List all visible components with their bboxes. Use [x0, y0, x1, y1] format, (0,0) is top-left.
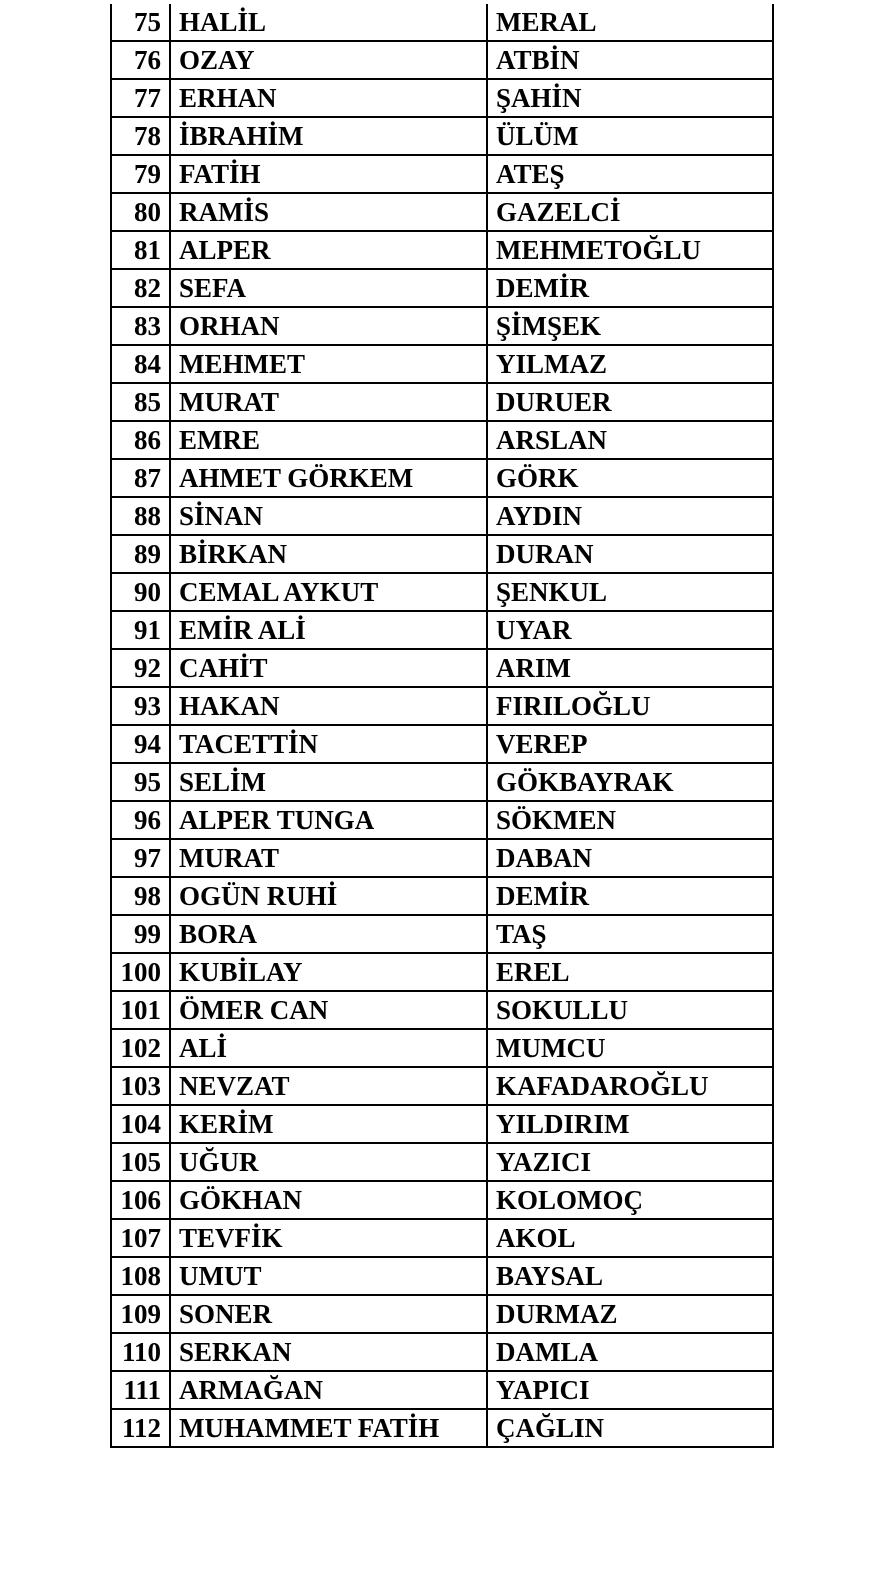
- first-name-cell: TEVFİK: [170, 1219, 487, 1257]
- table-row: [111, 991, 773, 1029]
- row-number-cell: 101: [111, 991, 170, 1029]
- table-row: [111, 117, 773, 155]
- row-number-cell: 104: [111, 1105, 170, 1143]
- first-name-cell: GÖKHAN: [170, 1181, 487, 1219]
- name-list-table: [110, 4, 774, 1448]
- last-name-cell: MUMCU: [487, 1029, 773, 1067]
- first-name-cell: TACETTİN: [170, 725, 487, 763]
- row-number-cell: 75: [111, 4, 170, 41]
- last-name-cell: TAŞ: [487, 915, 773, 953]
- first-name-cell: AHMET GÖRKEM: [170, 459, 487, 497]
- first-name-cell: EMRE: [170, 421, 487, 459]
- table-row: [111, 1029, 773, 1067]
- first-name-cell: MURAT: [170, 839, 487, 877]
- last-name-cell: KAFADAROĞLU: [487, 1067, 773, 1105]
- table-row: [111, 801, 773, 839]
- first-name-cell: SONER: [170, 1295, 487, 1333]
- table-row: [111, 573, 773, 611]
- row-number-cell: 87: [111, 459, 170, 497]
- table-row: [111, 1105, 773, 1143]
- row-number-cell: 90: [111, 573, 170, 611]
- last-name-cell: ÇAĞLIN: [487, 1409, 773, 1447]
- last-name-cell: EREL: [487, 953, 773, 991]
- table-row: [111, 611, 773, 649]
- row-number-cell: 88: [111, 497, 170, 535]
- last-name-cell: UYAR: [487, 611, 773, 649]
- first-name-cell: ERHAN: [170, 79, 487, 117]
- last-name-cell: AYDIN: [487, 497, 773, 535]
- first-name-cell: EMİR ALİ: [170, 611, 487, 649]
- last-name-cell: ŞİMŞEK: [487, 307, 773, 345]
- first-name-cell: ALPER: [170, 231, 487, 269]
- table-row: [111, 915, 773, 953]
- first-name-cell: SEFA: [170, 269, 487, 307]
- row-number-cell: 76: [111, 41, 170, 79]
- row-number-cell: 93: [111, 687, 170, 725]
- table-row: [111, 1257, 773, 1295]
- row-number-cell: 96: [111, 801, 170, 839]
- row-number-cell: 107: [111, 1219, 170, 1257]
- last-name-cell: ŞENKUL: [487, 573, 773, 611]
- table-row: [111, 649, 773, 687]
- last-name-cell: DURAN: [487, 535, 773, 573]
- first-name-cell: SİNAN: [170, 497, 487, 535]
- row-number-cell: 112: [111, 1409, 170, 1447]
- last-name-cell: GÖRK: [487, 459, 773, 497]
- table-row: [111, 4, 773, 41]
- row-number-cell: 103: [111, 1067, 170, 1105]
- first-name-cell: SELİM: [170, 763, 487, 801]
- table-row: [111, 839, 773, 877]
- first-name-cell: İBRAHİM: [170, 117, 487, 155]
- row-number-cell: 94: [111, 725, 170, 763]
- row-number-cell: 85: [111, 383, 170, 421]
- last-name-cell: YILDIRIM: [487, 1105, 773, 1143]
- first-name-cell: NEVZAT: [170, 1067, 487, 1105]
- first-name-cell: CAHİT: [170, 649, 487, 687]
- table-row: [111, 345, 773, 383]
- last-name-cell: FIRILOĞLU: [487, 687, 773, 725]
- last-name-cell: DURMAZ: [487, 1295, 773, 1333]
- row-number-cell: 111: [111, 1371, 170, 1409]
- last-name-cell: SÖKMEN: [487, 801, 773, 839]
- first-name-cell: HAKAN: [170, 687, 487, 725]
- table-row: [111, 1067, 773, 1105]
- table-row: [111, 1409, 773, 1447]
- row-number-cell: 86: [111, 421, 170, 459]
- table-row: [111, 383, 773, 421]
- row-number-cell: 92: [111, 649, 170, 687]
- table-row: [111, 953, 773, 991]
- last-name-cell: VEREP: [487, 725, 773, 763]
- last-name-cell: DAMLA: [487, 1333, 773, 1371]
- first-name-cell: RAMİS: [170, 193, 487, 231]
- table-row: [111, 535, 773, 573]
- row-number-cell: 82: [111, 269, 170, 307]
- row-number-cell: 83: [111, 307, 170, 345]
- row-number-cell: 91: [111, 611, 170, 649]
- row-number-cell: 81: [111, 231, 170, 269]
- last-name-cell: DURUER: [487, 383, 773, 421]
- last-name-cell: ARIM: [487, 649, 773, 687]
- last-name-cell: SOKULLU: [487, 991, 773, 1029]
- table-row: [111, 687, 773, 725]
- table-row: [111, 231, 773, 269]
- row-number-cell: 105: [111, 1143, 170, 1181]
- row-number-cell: 89: [111, 535, 170, 573]
- table-row: [111, 1143, 773, 1181]
- first-name-cell: ÖMER CAN: [170, 991, 487, 1029]
- first-name-cell: MURAT: [170, 383, 487, 421]
- table-row: [111, 1181, 773, 1219]
- first-name-cell: OZAY: [170, 41, 487, 79]
- row-number-cell: 97: [111, 839, 170, 877]
- last-name-cell: YAPICI: [487, 1371, 773, 1409]
- table-row: [111, 1371, 773, 1409]
- last-name-cell: YILMAZ: [487, 345, 773, 383]
- first-name-cell: HALİL: [170, 4, 487, 41]
- first-name-cell: CEMAL AYKUT: [170, 573, 487, 611]
- first-name-cell: MEHMET: [170, 345, 487, 383]
- row-number-cell: 108: [111, 1257, 170, 1295]
- last-name-cell: ŞAHİN: [487, 79, 773, 117]
- first-name-cell: KERİM: [170, 1105, 487, 1143]
- first-name-cell: FATİH: [170, 155, 487, 193]
- last-name-cell: MEHMETOĞLU: [487, 231, 773, 269]
- row-number-cell: 100: [111, 953, 170, 991]
- first-name-cell: UMUT: [170, 1257, 487, 1295]
- table-row: [111, 725, 773, 763]
- table-row: [111, 307, 773, 345]
- table-row: [111, 269, 773, 307]
- table-row: [111, 41, 773, 79]
- row-number-cell: 80: [111, 193, 170, 231]
- first-name-cell: KUBİLAY: [170, 953, 487, 991]
- last-name-cell: ÜLÜM: [487, 117, 773, 155]
- row-number-cell: 84: [111, 345, 170, 383]
- first-name-cell: BİRKAN: [170, 535, 487, 573]
- last-name-cell: DEMİR: [487, 877, 773, 915]
- row-number-cell: 102: [111, 1029, 170, 1067]
- first-name-cell: ALİ: [170, 1029, 487, 1067]
- last-name-cell: YAZICI: [487, 1143, 773, 1181]
- last-name-cell: GÖKBAYRAK: [487, 763, 773, 801]
- table-row: [111, 1219, 773, 1257]
- first-name-cell: ARMAĞAN: [170, 1371, 487, 1409]
- table-row: [111, 1295, 773, 1333]
- last-name-cell: DABAN: [487, 839, 773, 877]
- table-row: [111, 497, 773, 535]
- first-name-cell: UĞUR: [170, 1143, 487, 1181]
- last-name-cell: BAYSAL: [487, 1257, 773, 1295]
- last-name-cell: DEMİR: [487, 269, 773, 307]
- last-name-cell: MERAL: [487, 4, 773, 41]
- first-name-cell: BORA: [170, 915, 487, 953]
- table-row: [111, 459, 773, 497]
- last-name-cell: ATEŞ: [487, 155, 773, 193]
- last-name-cell: GAZELCİ: [487, 193, 773, 231]
- table-row: [111, 79, 773, 117]
- last-name-cell: ATBİN: [487, 41, 773, 79]
- first-name-cell: OGÜN RUHİ: [170, 877, 487, 915]
- first-name-cell: ORHAN: [170, 307, 487, 345]
- row-number-cell: 98: [111, 877, 170, 915]
- table-row: [111, 877, 773, 915]
- row-number-cell: 110: [111, 1333, 170, 1371]
- row-number-cell: 95: [111, 763, 170, 801]
- table-row: [111, 421, 773, 459]
- table-row: [111, 155, 773, 193]
- name-list-body: [111, 4, 773, 1447]
- last-name-cell: AKOL: [487, 1219, 773, 1257]
- row-number-cell: 77: [111, 79, 170, 117]
- last-name-cell: ARSLAN: [487, 421, 773, 459]
- first-name-cell: SERKAN: [170, 1333, 487, 1371]
- last-name-cell: KOLOMOÇ: [487, 1181, 773, 1219]
- row-number-cell: 79: [111, 155, 170, 193]
- table-row: [111, 193, 773, 231]
- first-name-cell: ALPER TUNGA: [170, 801, 487, 839]
- row-number-cell: 109: [111, 1295, 170, 1333]
- row-number-cell: 78: [111, 117, 170, 155]
- row-number-cell: 106: [111, 1181, 170, 1219]
- table-row: [111, 1333, 773, 1371]
- table-row: [111, 763, 773, 801]
- row-number-cell: 99: [111, 915, 170, 953]
- first-name-cell: MUHAMMET FATİH: [170, 1409, 487, 1447]
